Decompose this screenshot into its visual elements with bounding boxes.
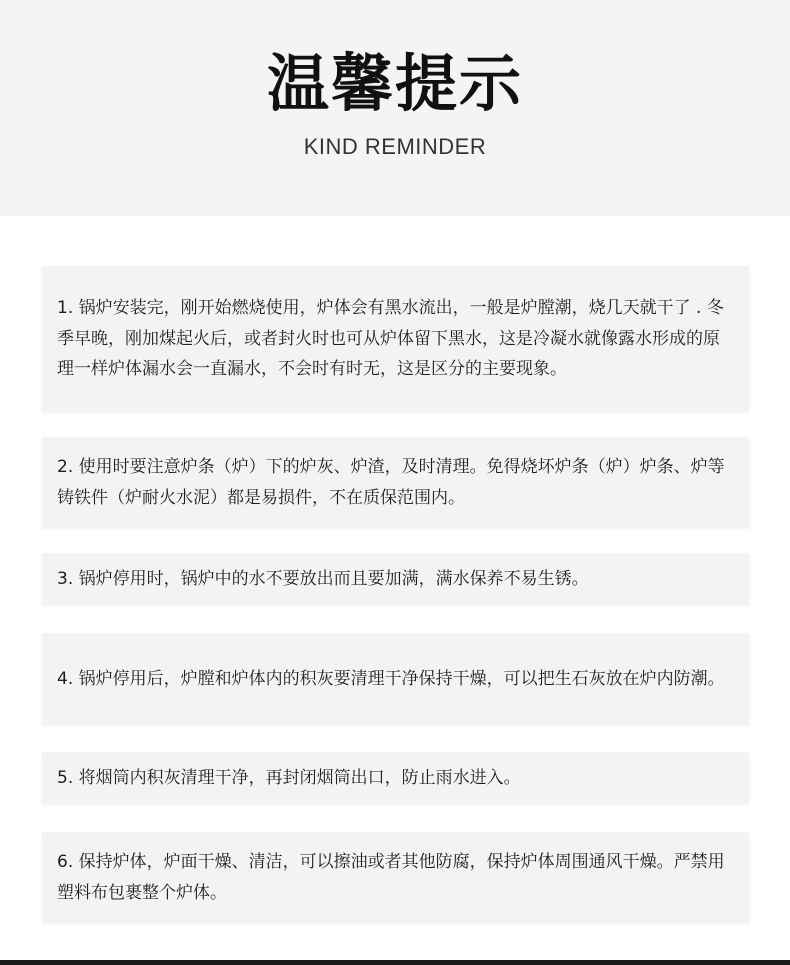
tip-card-6 <box>42 832 749 923</box>
tip-text-5: 5. 将烟筒内积灰清理干净，再封闭烟筒出口，防止雨水进入。 <box>57 767 521 788</box>
tip-card-5 <box>42 752 749 804</box>
tip-text-4: 4. 锅炉停用后，炉膛和炉体内的积灰要清理干净保持干燥，可以把生石灰放在炉内防潮。 <box>57 668 725 689</box>
tip-card-2 <box>42 437 749 528</box>
tip-card-3 <box>42 553 749 605</box>
tip-card-4 <box>42 633 749 725</box>
page-title: 温馨提示 <box>266 47 523 120</box>
tip-text-2: 2. 使用时要注意炉条（炉）下的炉灰、炉渣，及时清理。免得烧坏炉条（炉）炉条、炉等铸铁件（炉耐火水泥）都是易损件，不在质保范围内。 <box>57 457 725 508</box>
bottom-divider <box>0 960 790 965</box>
page-subtitle: KIND REMINDER <box>303 134 487 159</box>
tip-text-3: 3. 锅炉停用时，锅炉中的水不要放出而且要加满，满水保养不易生锈。 <box>57 568 589 589</box>
tip-text-1: 1. 锅炉安装完，刚开始燃烧使用，炉体会有黑水流出，一般是炉膛潮，烧几天就干了 . 冬季早晚，刚加煤起火后，或者封火时也可从炉体留下黑水，这是冷凝水就像露水形成的原理一样炉体漏水会一直漏水，不会时有时无，这是区分的主要现象。 <box>57 298 724 380</box>
header-banner <box>0 0 790 216</box>
tip-card-1 <box>42 266 749 412</box>
tip-text-6: 6. 保持炉体，炉面干燥、清洁，可以擦油或者其他防腐，保持炉体周围通风干燥。严禁用塑料布包裹整个炉体。 <box>57 852 725 903</box>
